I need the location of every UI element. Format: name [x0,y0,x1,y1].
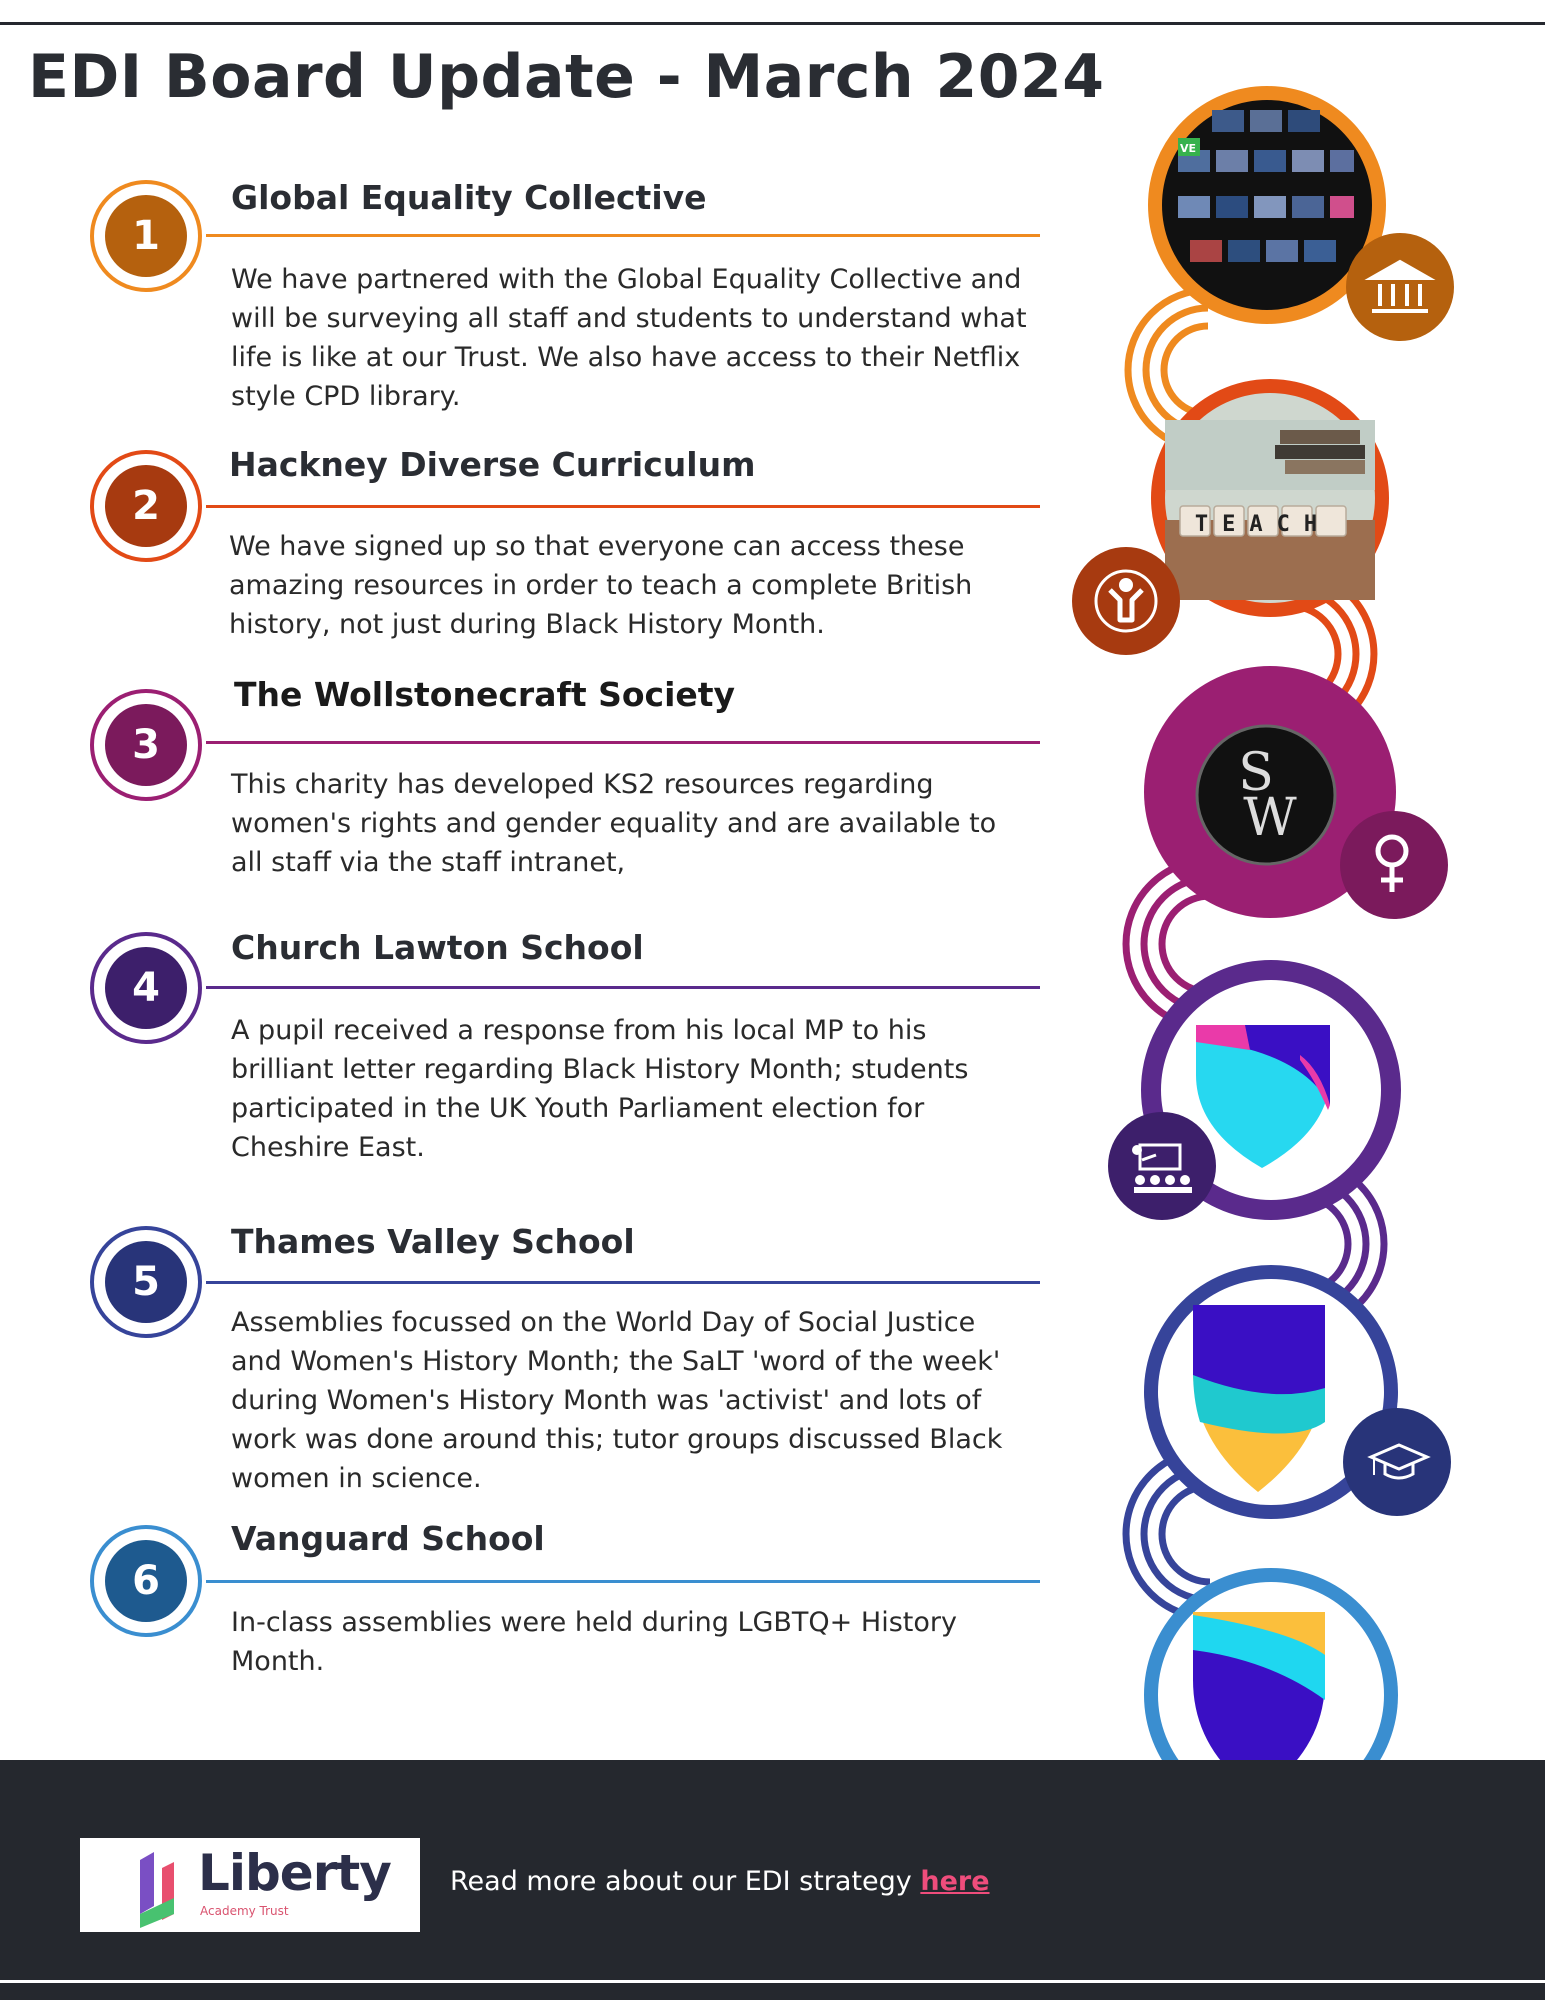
child-icon [1072,547,1180,655]
item-body: A pupil received a response from his local MP to his brilliant letter regarding Black History Month; students participated in the UK Youth Parliament election for Cheshire East. [231,1015,969,1163]
footer-text [450,1866,990,1897]
page-title: EDI Board Update - March 2024 [28,42,1105,112]
item-title: Vanguard School [231,1519,545,1558]
item-title: Global Equality Collective [231,178,707,217]
item-title: The Wollstonecraft Society [234,675,736,714]
item-title: Church Lawton School [231,928,644,967]
footer-text-label: Read more about our EDI strategy [450,1866,912,1897]
item-body: In-class assemblies were held during LGBTQ+ History Month. [231,1607,957,1677]
number-badge-inner: 6 [105,1540,187,1622]
circle-image-1 [1155,93,1379,317]
monogram-s: S [1238,743,1274,803]
edi-strategy-link[interactable]: here [920,1866,990,1897]
number-badge-inner: 2 [105,465,187,547]
item-title: Thames Valley School [231,1222,635,1261]
liberty-logo-mark-icon [80,1838,190,1932]
item-body: Assemblies focussed on the World Day of Social Justice and Women's History Month; the SaLT 'word of the week' during Women's History Month was 'activist' and lots of work was done around this; tutor groups discussed Black women in science. [231,1307,1003,1494]
logo-subtitle: Academy Trust [200,1904,289,1918]
item-body: This charity has developed KS2 resources regarding women's rights and gender equality and are available to all staff via the staff intranet, [231,769,997,878]
number-badge-inner: 1 [105,195,187,277]
number-badge-inner: 4 [105,947,187,1029]
item-body: We have signed up so that everyone can access these amazing resources in order to teach a complete British history, not just during Black History Month. [229,531,973,640]
logo-name: Liberty [198,1844,391,1902]
teach-tiles: TEACH [1194,512,1332,537]
liberty-logo[interactable] [80,1838,420,1932]
item-body: We have partnered with the Global Equality Collective and will be surveying all staff and students to understand what life is like at our Trust. We also have access to their Netflix style CPD library. [231,264,1027,412]
museum-icon [1346,233,1454,341]
number-badge-inner: 3 [105,704,187,786]
item-title: Hackney Diverse Curriculum [229,445,756,484]
graduation-cap-icon [1343,1408,1451,1516]
gec-tag: VE [1180,142,1197,155]
number-badge-inner: 5 [105,1241,187,1323]
footer [0,1760,1545,2000]
monogram-w: W [1243,788,1297,848]
teacher-class-icon [1108,1112,1216,1220]
female-symbol-icon [1340,811,1448,919]
circle-image-2 [1158,386,1382,610]
footer-rule [0,1980,1545,1983]
